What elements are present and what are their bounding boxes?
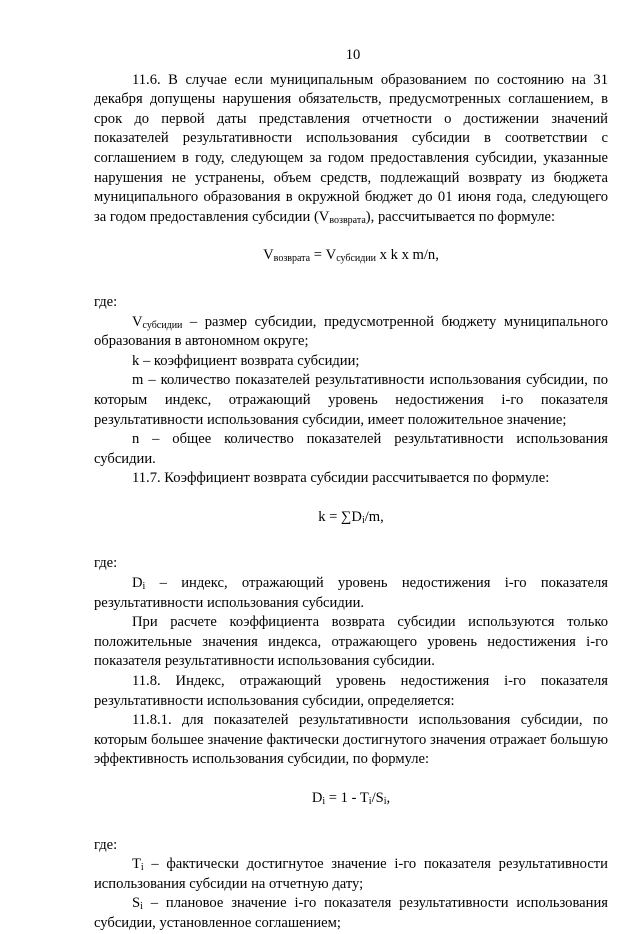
subscript: i: [142, 581, 146, 593]
formula-subscript: субсидии: [336, 253, 377, 265]
formula-part: x k x m/n,: [376, 247, 439, 264]
definition-v-subsidy: [94, 313, 608, 352]
where-label: где:: [94, 293, 118, 310]
formula-part: = V: [310, 247, 337, 264]
definition-t: [94, 855, 608, 894]
formula-part: k = ∑D: [318, 508, 362, 525]
definition-d: [94, 574, 608, 613]
formula-part: /S: [371, 790, 384, 806]
formula-subscript: i: [383, 796, 387, 807]
definition-text: – индекс, отражающий уровень недостижения i-го показателя результативности использования субсидии.: [94, 575, 608, 611]
definition-k: k – коэффициент возврата субсидии;: [132, 352, 360, 369]
paragraph-11-8-1: 11.8.1. для показателей результативности использования субсидии, по которым большее значение фактически достигнутого значения отражает большую эффективность использования субсидии, по формуле:: [94, 712, 608, 768]
subscript: субсидии: [142, 319, 183, 331]
paragraph-text: ), рассчитывается по формуле:: [365, 208, 556, 225]
subscript: возврата: [329, 214, 366, 226]
formula-subscript: i: [322, 796, 326, 807]
definition-text: – плановое значение i-го показателя результативности использования субсидии, установленное соглашением;: [94, 895, 608, 931]
where-label: где:: [94, 555, 118, 572]
definition-text: – размер субсидии, предусмотренной бюджету муниципального образования в автономном округе;: [94, 313, 608, 350]
formula-subscript: возврата: [273, 253, 311, 265]
formula-coefficient: [94, 508, 608, 528]
formula-part: = 1 - T: [325, 790, 369, 806]
paragraph-11-6: [94, 71, 608, 228]
definition-n: n – общее количество показателей результативности использования субсидии.: [94, 431, 608, 467]
formula-part: D: [311, 790, 323, 806]
symbol: V: [132, 313, 143, 330]
paragraph-text: 11.6. В случае если муниципальным образованием по состоянию на 31 декабря допущены нарушения обязательств, предусмотренных соглашением, в срок до первой даты представления отчетности о достижении значений показателей результативности использования субсидии в соответствии с соглашением в году, следующем за годом предоставления субсидии, указанные нарушения не устранены, объем средств, подлежащий возврату из бюджета муниципального образования в окружной бюджет до 01 июня года, следующего за годом предоставления субсидии (V: [94, 71, 608, 225]
subscript: i: [140, 862, 144, 874]
formula-part: V: [263, 247, 274, 264]
formula-part: /m,: [364, 508, 384, 525]
symbol: T: [132, 856, 141, 873]
definition-text: – фактически достигнутое значение i-го показателя результативности использования субсидии на отчетную дату;: [94, 856, 608, 892]
formula-subscript: i: [361, 514, 365, 526]
formula-part: ,: [386, 790, 391, 806]
paragraph-calc-note: При расчете коэффициента возврата субсидии используются только положительные значения индекса, отражающего уровень недостижения i-го показателя результативности использования субсидии.: [94, 614, 608, 670]
paragraph-11-7: 11.7. Коэффициент возврата субсидии рассчитывается по формуле:: [132, 470, 550, 487]
symbol: D: [132, 575, 143, 592]
formula-return-volume: [94, 246, 608, 266]
definition-m: m – количество показателей результативности использования субсидии, по которым индекс, отражающий уровень недостижения i-го показателя результативности использования субсидии, имеет положительное значение;: [94, 372, 608, 428]
subscript: i: [140, 901, 143, 913]
definition-s: [94, 894, 608, 933]
formula-subscript: i: [368, 796, 372, 807]
formula-index: [94, 789, 608, 809]
page-number: 10: [345, 47, 361, 63]
symbol: S: [132, 895, 141, 912]
where-label: где:: [94, 836, 118, 853]
paragraph-11-8: 11.8. Индекс, отражающий уровень недостижения i-го показателя результативности использования субсидии, определяется:: [94, 673, 608, 709]
